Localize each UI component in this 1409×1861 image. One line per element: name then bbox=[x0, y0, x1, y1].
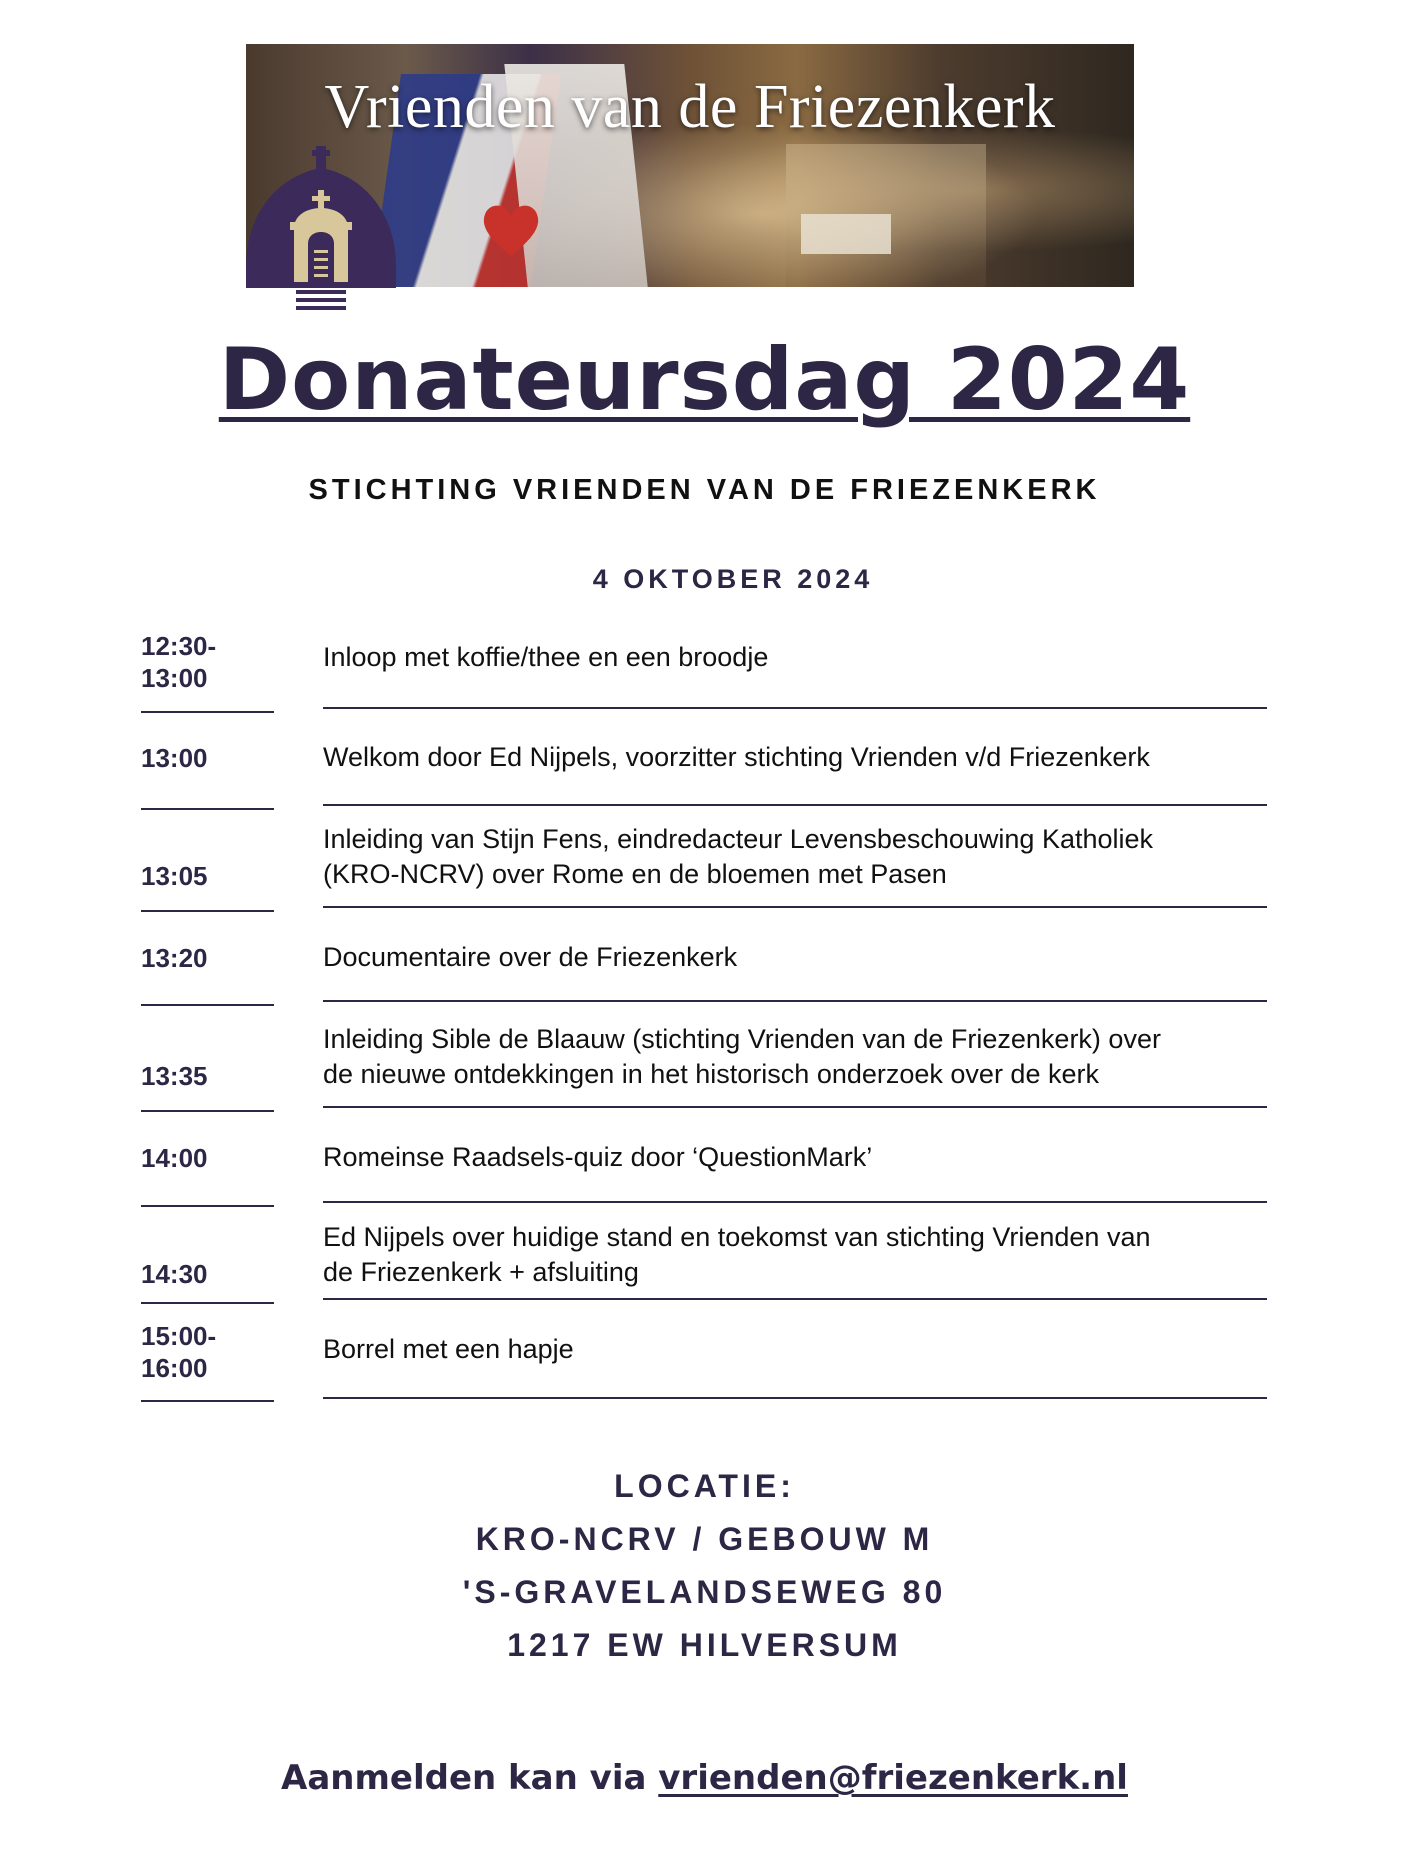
program-time: 13:05 bbox=[141, 861, 208, 891]
altar-table-decoration bbox=[801, 214, 891, 254]
registration-footer bbox=[0, 1758, 1409, 1798]
divider bbox=[141, 1004, 274, 1006]
program-description: Romeinse Raadsels-quiz door ‘QuestionMark’ bbox=[323, 1142, 873, 1172]
divider bbox=[323, 1397, 1267, 1399]
registration-email-link[interactable]: vrienden@friezenkerk.nl bbox=[658, 1758, 1128, 1798]
divider bbox=[141, 1110, 274, 1112]
program-description: Inleiding Sible de Blaauw (stichting Vrienden van de Friezenkerk) over de nieuwe ontdekkingen in het historisch onderzoek over de kerk bbox=[323, 1024, 1161, 1089]
divider bbox=[141, 1205, 274, 1207]
location-line-1: KRO-NCRV / GEBOUW M bbox=[475, 1521, 934, 1557]
program-time: 14:30 bbox=[141, 1259, 208, 1289]
divider bbox=[323, 1201, 1267, 1203]
program-time: 12:30- 13:00 bbox=[141, 631, 217, 693]
divider bbox=[323, 1000, 1267, 1002]
heart-icon bbox=[476, 194, 546, 264]
divider bbox=[141, 1400, 274, 1402]
divider bbox=[141, 808, 274, 810]
divider bbox=[323, 906, 1267, 908]
page-title: Donateursdag 2024 bbox=[218, 330, 1191, 430]
program-description: Welkom door Ed Nijpels, voorzitter stichting Vrienden v/d Friezenkerk bbox=[323, 742, 1150, 772]
location-line-3: 1217 EW HILVERSUM bbox=[507, 1627, 902, 1663]
divider bbox=[141, 711, 274, 713]
divider bbox=[323, 1298, 1267, 1300]
program-time: 15:00- 16:00 bbox=[141, 1321, 217, 1383]
banner-title: Vrienden van de Friezenkerk bbox=[324, 73, 1056, 141]
program-time: 13:35 bbox=[141, 1061, 208, 1091]
divider bbox=[323, 804, 1267, 806]
organization-subtitle: STICHTING VRIENDEN VAN DE FRIEZENKERK bbox=[308, 474, 1101, 506]
program-time: 13:20 bbox=[141, 943, 208, 973]
divider bbox=[141, 1302, 274, 1304]
divider bbox=[323, 1106, 1267, 1108]
divider bbox=[323, 707, 1267, 709]
program-description: Documentaire over de Friezenkerk bbox=[323, 942, 738, 972]
program-time: 14:00 bbox=[141, 1143, 208, 1173]
location-label: LOCATIE: bbox=[614, 1468, 795, 1504]
registration-text: Aanmelden kan via bbox=[281, 1758, 659, 1798]
program-time: 13:00 bbox=[141, 743, 208, 773]
program-description: Inloop met koffie/thee en een broodje bbox=[323, 642, 769, 672]
program-description: Inleiding van Stijn Fens, eindredacteur Levensbeschouwing Katholiek (KRO-NCRV) over Rome en de bloemen met Pasen bbox=[323, 824, 1154, 889]
location-line-2: 'S-GRAVELANDSEWEG 80 bbox=[462, 1574, 947, 1610]
program-description: Borrel met een hapje bbox=[323, 1334, 574, 1364]
church-dome-logo-icon bbox=[246, 146, 396, 312]
divider bbox=[141, 910, 274, 912]
event-date: 4 OKTOBER 2024 bbox=[592, 564, 874, 594]
program-description: Ed Nijpels over huidige stand en toekomst van stichting Vrienden van de Friezenkerk + afsluiting bbox=[323, 1222, 1151, 1287]
